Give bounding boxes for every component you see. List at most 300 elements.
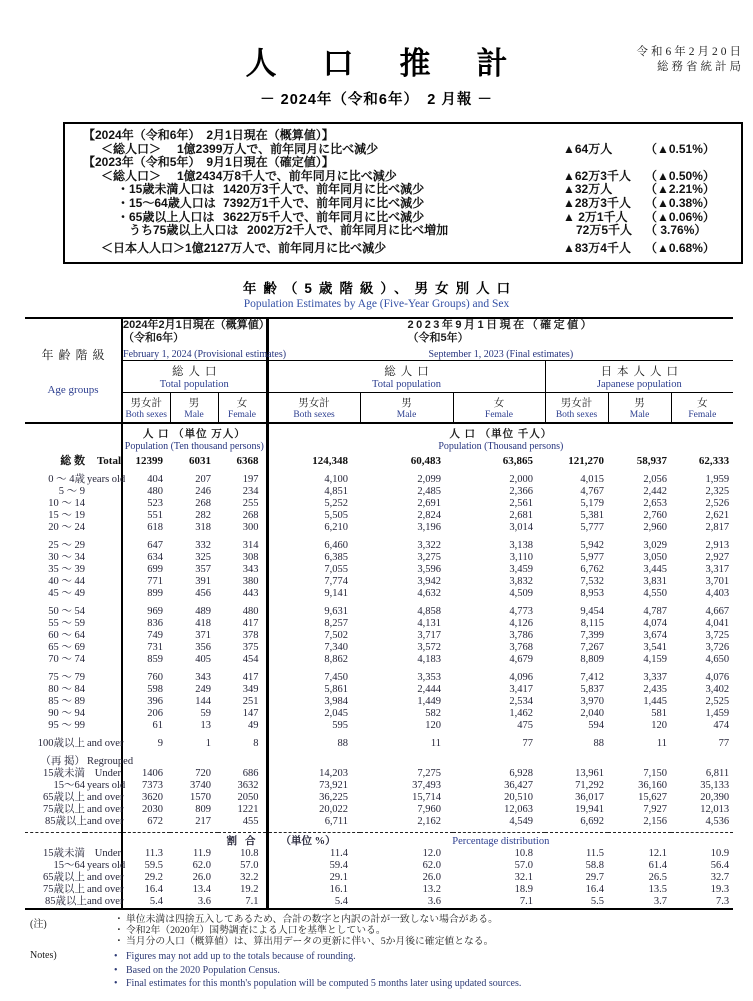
value-cell: 56.4 <box>710 860 730 872</box>
age-label-en <box>85 522 122 534</box>
value-cell: 749 <box>122 630 170 642</box>
value-cell: 4,773 <box>509 606 534 618</box>
value-cell: 7.1 <box>218 896 267 909</box>
table-row <box>25 768 733 780</box>
value-cell: 3,110 <box>509 552 534 564</box>
value-cell: 3632 <box>237 780 259 792</box>
value-cell: 5,837 <box>580 684 605 696</box>
value-cell: 6031 <box>189 454 212 467</box>
value-cell: 2,444 <box>417 684 442 696</box>
value-cell: 62.0 <box>422 860 442 872</box>
value-cell: 249 <box>195 684 212 696</box>
value-cell: 8,115 <box>580 618 605 630</box>
value-cell: 3,402 <box>705 684 730 696</box>
table-row <box>25 498 733 510</box>
age-label-en <box>85 600 122 618</box>
value-cell: 396 <box>122 696 170 708</box>
age-label-en <box>85 720 122 732</box>
value-cell: 2,960 <box>643 522 668 534</box>
table-row <box>25 684 733 696</box>
table-row <box>25 708 733 720</box>
value-cell: 13.2 <box>422 884 442 896</box>
value-cell: 11 <box>430 738 442 750</box>
value-cell: 32.7 <box>710 872 730 884</box>
age-header-en: Age groups <box>47 383 99 396</box>
age-label-jp: 5 ～ 9 <box>58 486 85 498</box>
summary-label: ・65歳以上人口は <box>117 209 215 224</box>
value-cell: 6,210 <box>267 522 360 534</box>
age-label-jp: 65 ～ 69 <box>48 642 85 654</box>
age-label-jp: 60 ～ 64 <box>48 630 85 642</box>
value-cell: 2,045 <box>267 708 360 720</box>
value-cell: 49 <box>248 720 259 732</box>
table-row <box>25 896 733 909</box>
value-cell: 16.4 <box>122 884 170 896</box>
value-cell: 1406 <box>122 768 170 780</box>
value-cell: 699 <box>122 564 170 576</box>
value-cell: 2,485 <box>417 486 442 498</box>
value-cell: 35,133 <box>700 780 730 792</box>
value-cell <box>608 750 671 768</box>
value-cell: 417 <box>242 672 259 684</box>
value-cell: 255 <box>242 498 259 510</box>
age-label-jp: 90 ～ 94 <box>48 708 85 720</box>
value-cell: 20,510 <box>504 792 534 804</box>
value-cell <box>453 750 545 768</box>
age-label-jp: 75歳以上 <box>43 804 85 816</box>
value-cell: 19.2 <box>240 884 259 896</box>
summary-text: 7392万1千人で、前年同月に比べ減少 <box>223 195 425 210</box>
note-item: ・ 令和2年（2020年）国勢調査による人口を基準としている。 <box>114 924 386 936</box>
table-row <box>25 453 733 468</box>
age-label-en: and over <box>87 896 124 908</box>
value-cell: 26.5 <box>648 872 668 884</box>
value-cell: 686 <box>242 768 259 780</box>
value-cell: 73,921 <box>267 780 360 792</box>
table-row <box>25 564 733 576</box>
table-row <box>25 552 733 564</box>
value-cell: 551 <box>122 510 170 522</box>
value-cell: 14,203 <box>267 768 360 780</box>
summary-amount: 72万5千人 <box>576 223 633 238</box>
value-cell: 899 <box>122 588 170 600</box>
age-label-en <box>85 486 122 498</box>
value-cell: 3.7 <box>608 896 671 909</box>
value-cell: 6,460 <box>267 534 360 552</box>
sex-col-header: 男 Male <box>170 392 218 423</box>
table-row <box>25 666 733 684</box>
sex-col-header: 男女計 Both sexes <box>545 392 608 423</box>
value-cell: 20,022 <box>267 804 360 816</box>
age-label-en <box>85 576 122 588</box>
value-cell: 308 <box>242 552 259 564</box>
value-cell: 3,541 <box>643 642 668 654</box>
value-cell: 29.7 <box>585 872 605 884</box>
age-header-jp: 年齢階級 <box>41 347 110 362</box>
age-label-en <box>85 498 122 510</box>
value-cell: 88 <box>267 732 360 750</box>
value-cell: 859 <box>122 654 170 666</box>
value-cell: 2,526 <box>705 498 730 510</box>
units-ten-thousand: 人 口 （単位 万人） Population (Ten thousand persons) <box>122 423 267 453</box>
table-row <box>25 816 733 828</box>
value-cell: 5,777 <box>580 522 605 534</box>
value-cell: 217 <box>195 816 212 828</box>
summary-amount: ▲62万3千人 <box>563 168 631 183</box>
percentage-unit-cell: （単位 %） Percentage distribution <box>267 832 733 848</box>
summary-label: ・15～64歳人口は <box>117 195 216 210</box>
notes-english <box>30 950 753 991</box>
value-cell: 5.5 <box>545 896 608 909</box>
age-label-jp: 15～64 <box>53 860 85 872</box>
value-cell: 581 <box>651 708 668 720</box>
document-page <box>0 38 753 1001</box>
value-cell: 7,450 <box>267 666 360 684</box>
value-cell: 11 <box>656 738 668 750</box>
value-cell: 3.6 <box>170 896 218 909</box>
value-cell: 2050 <box>237 792 259 804</box>
value-cell: 268 <box>195 498 212 510</box>
value-cell <box>267 750 360 768</box>
value-cell: 7.1 <box>453 896 545 909</box>
value-cell: 36,225 <box>267 792 360 804</box>
value-cell: 443 <box>242 588 259 600</box>
table-row <box>25 792 733 804</box>
sep-2023-header <box>267 318 733 360</box>
value-cell: 3740 <box>190 780 212 792</box>
value-cell: 77 <box>718 738 730 750</box>
table-row <box>25 630 733 642</box>
age-label-jp: 0 ～ 4歳 <box>48 474 85 486</box>
value-cell: 357 <box>195 564 212 576</box>
value-cell: 325 <box>195 552 212 564</box>
value-cell: 7,275 <box>417 768 442 780</box>
value-cell: 809 <box>195 804 212 816</box>
value-cell: 1,462 <box>509 708 534 720</box>
value-cell: 618 <box>122 522 170 534</box>
value-cell: 12,013 <box>700 804 730 816</box>
sep-era: （令和5年） <box>407 331 469 344</box>
value-cell: 13.4 <box>192 884 212 896</box>
value-cell: 6368 <box>236 454 259 467</box>
value-cell: 3,029 <box>643 540 668 552</box>
value-cell: 7,412 <box>580 672 605 684</box>
value-cell: 455 <box>242 816 259 828</box>
value-cell: 371 <box>195 630 212 642</box>
summary-text: 1420万3千人で、前年同月に比べ減少 <box>223 182 425 197</box>
value-cell: 380 <box>242 576 259 588</box>
value-cell: 57.0 <box>240 860 259 872</box>
age-label-en <box>85 510 122 522</box>
summary-text: 1億2399万人で、前年同月に比べ減少 <box>177 141 379 156</box>
value-cell: 12399 <box>122 453 170 468</box>
value-cell: 318 <box>195 522 212 534</box>
value-cell: 474 <box>713 720 730 732</box>
value-cell: 5,861 <box>267 684 360 696</box>
age-label-en <box>85 642 122 654</box>
value-cell: 349 <box>242 684 259 696</box>
value-cell: 3,050 <box>643 552 668 564</box>
table-row <box>25 642 733 654</box>
value-cell: 2,824 <box>417 510 442 522</box>
age-label-en: and over <box>87 872 124 884</box>
value-cell: 3,717 <box>417 630 442 642</box>
value-cell: 6,711 <box>267 816 360 828</box>
value-cell: 5.4 <box>267 896 360 909</box>
age-groups-header <box>25 318 122 423</box>
value-cell: 6,385 <box>267 552 360 564</box>
age-label-en: Under <box>94 768 122 780</box>
value-cell: 4,041 <box>705 618 730 630</box>
value-cell: 11.3 <box>122 848 170 860</box>
value-cell: 2,040 <box>580 708 605 720</box>
age-label-jp: 45 ～ 49 <box>48 588 85 600</box>
value-cell: 268 <box>242 510 259 522</box>
value-cell: 2,653 <box>643 498 668 510</box>
value-cell: 3,445 <box>643 564 668 576</box>
age-label-jp: 80 ～ 84 <box>48 684 85 696</box>
value-cell: 4,667 <box>705 606 730 618</box>
value-cell: 5,942 <box>580 540 605 552</box>
sex-col-header: 男女計 Both sexes <box>267 392 360 423</box>
value-cell: 4,767 <box>580 486 605 498</box>
value-cell: 9,141 <box>267 588 360 600</box>
percentage-label: 割合 <box>122 832 267 848</box>
value-cell: 3,701 <box>705 576 730 588</box>
summary-row-japanese <box>71 242 733 256</box>
age-label-en: and over <box>87 804 124 816</box>
value-cell: 4,015 <box>580 474 605 486</box>
summary-percent: （▲0.68%） <box>645 240 715 255</box>
age-label-en <box>85 618 122 630</box>
table-row <box>25 588 733 600</box>
value-cell: 8,953 <box>580 588 605 600</box>
summary-text: 3622万5千人で、前年同月に比べ減少 <box>223 209 425 224</box>
release-date: 令和6年2月20日 <box>636 46 744 58</box>
value-cell: 418 <box>195 618 212 630</box>
value-cell: 7,340 <box>267 642 360 654</box>
value-cell: 251 <box>242 696 259 708</box>
table-row <box>25 872 733 884</box>
value-cell: 15,714 <box>412 792 442 804</box>
value-cell: 197 <box>242 474 259 486</box>
feb-date-en: February 1, 2024 (Provisional estimates) <box>123 348 287 360</box>
age-label-jp: 85歳以上 <box>45 816 87 828</box>
agency-name: 総務省統計局 <box>657 60 744 73</box>
value-cell: 489 <box>195 606 212 618</box>
sex-col-header: 女 Female <box>671 392 733 423</box>
age-label-en <box>85 654 122 666</box>
value-cell: 391 <box>195 576 212 588</box>
page-title: 人口推計 <box>245 46 554 81</box>
value-cell: 1,449 <box>417 696 442 708</box>
value-cell: 5,505 <box>267 510 360 522</box>
value-cell: 4,509 <box>509 588 534 600</box>
value-cell: 7,150 <box>643 768 668 780</box>
table-row <box>25 804 733 816</box>
value-cell: 3,786 <box>509 630 534 642</box>
summary-box <box>63 122 743 264</box>
value-cell: 523 <box>122 498 170 510</box>
value-cell: 3,322 <box>417 540 442 552</box>
value-cell <box>360 750 453 768</box>
value-cell: 3,596 <box>417 564 442 576</box>
value-cell: 58,937 <box>636 454 668 467</box>
value-cell: 2,435 <box>643 684 668 696</box>
value-cell: 5,179 <box>580 498 605 510</box>
age-label-jp: 15歳未満 <box>43 768 85 780</box>
age-label-jp: 70 ～ 74 <box>48 654 85 666</box>
value-cell: 7,532 <box>580 576 605 588</box>
value-cell: 57.0 <box>514 860 534 872</box>
value-cell: 2,325 <box>705 486 730 498</box>
value-cell: 475 <box>517 720 534 732</box>
value-cell: 480 <box>122 486 170 498</box>
value-cell: 3,725 <box>705 630 730 642</box>
age-label-jp: 85 ～ 89 <box>48 696 85 708</box>
sex-col-header: 男 Male <box>360 392 453 423</box>
value-cell: 356 <box>195 642 212 654</box>
value-cell: 2,913 <box>705 540 730 552</box>
page-subtitle: － 2024年（令和6年） 2 月報 － <box>260 92 493 108</box>
value-cell: 2,525 <box>705 696 730 708</box>
age-label-en: Under <box>94 848 122 860</box>
value-cell: 3.6 <box>360 896 453 909</box>
table-row <box>25 848 733 860</box>
value-cell: 5,252 <box>267 498 360 510</box>
value-cell: 61.4 <box>648 860 668 872</box>
value-cell: 26.0 <box>422 872 442 884</box>
summary-row-15-64 <box>71 197 733 211</box>
value-cell: 11.5 <box>586 848 605 860</box>
value-cell: 3,768 <box>509 642 534 654</box>
value-cell: 36,427 <box>504 780 534 792</box>
value-cell: 62.0 <box>192 860 212 872</box>
value-cell: 2,561 <box>509 498 534 510</box>
age-label-en: and over <box>87 816 124 828</box>
value-cell: 121,270 <box>568 454 605 467</box>
value-cell: 8,257 <box>267 618 360 630</box>
value-cell: 9 <box>122 732 170 750</box>
value-cell: 206 <box>122 708 170 720</box>
value-cell <box>545 750 608 768</box>
value-cell: 9,454 <box>580 606 605 618</box>
value-cell: 4,536 <box>705 816 730 828</box>
value-cell: 3,337 <box>643 672 668 684</box>
value-cell: 6,692 <box>580 816 605 828</box>
age-label-jp: 65歳以上 <box>43 872 85 884</box>
table-row <box>25 510 733 522</box>
value-cell: 4,679 <box>509 654 534 666</box>
population-table <box>25 317 733 910</box>
age-label-jp: 55 ～ 59 <box>48 618 85 630</box>
table-row <box>25 600 733 618</box>
value-cell: 3,417 <box>509 684 534 696</box>
value-cell: 2,681 <box>509 510 534 522</box>
age-label-jp: 95 ～ 99 <box>48 720 85 732</box>
age-label-en: years old <box>87 860 126 872</box>
summary-row-over75 <box>71 224 733 238</box>
value-cell: 3,572 <box>417 642 442 654</box>
value-cell: 16.4 <box>585 884 605 896</box>
value-cell: 454 <box>242 654 259 666</box>
value-cell: 12.0 <box>422 848 442 860</box>
age-label-jp: 35 ～ 39 <box>48 564 85 576</box>
value-cell: 594 <box>588 720 605 732</box>
age-label-en: Total <box>96 454 122 467</box>
value-cell: 3,942 <box>417 576 442 588</box>
release-date-block <box>637 45 745 74</box>
value-cell: 60,483 <box>410 454 442 467</box>
value-cell: 3,726 <box>705 642 730 654</box>
feb-date-jp: 2024年2月1日現在（概算値） <box>123 319 270 332</box>
value-cell: 6,762 <box>580 564 605 576</box>
table-header-row-sex <box>25 392 733 423</box>
value-cell: 13,961 <box>575 768 605 780</box>
value-cell: 771 <box>122 576 170 588</box>
summary-percent: （▲0.50%） <box>645 168 715 183</box>
age-label-en <box>85 564 122 576</box>
table-header-row-groups <box>25 360 733 392</box>
age-label-jp: （再 掲） <box>40 756 85 768</box>
value-cell <box>170 750 218 768</box>
table-row <box>25 884 733 896</box>
value-cell: 4,074 <box>643 618 668 630</box>
age-label-en <box>85 696 122 708</box>
value-cell: 4,549 <box>509 816 534 828</box>
value-cell: 36,017 <box>575 792 605 804</box>
value-cell: 1 <box>205 738 212 750</box>
value-cell: 582 <box>425 708 442 720</box>
table-header-row-units <box>25 423 733 453</box>
value-cell: 71,292 <box>575 780 605 792</box>
value-cell: 343 <box>195 672 212 684</box>
value-cell: 8,862 <box>267 654 360 666</box>
summary-text: 2002万2千人で、前年同月に比べ増加 <box>247 223 449 238</box>
table-row <box>25 696 733 708</box>
value-cell: 124,348 <box>267 453 360 468</box>
summary-row-under15 <box>71 183 733 197</box>
value-cell: 10.8 <box>514 848 534 860</box>
value-cell: 332 <box>195 540 212 552</box>
percentage-header-row <box>25 832 733 848</box>
value-cell: 4,632 <box>417 588 442 600</box>
value-cell: 4,858 <box>417 606 442 618</box>
age-label-en: and over <box>87 738 124 750</box>
summary-amount: ▲83万4千人 <box>563 240 631 255</box>
value-cell: 282 <box>195 510 212 522</box>
value-cell: 4,650 <box>705 654 730 666</box>
value-cell: 720 <box>195 768 212 780</box>
summary-percent: （▲0.51%） <box>645 141 715 156</box>
value-cell: 1570 <box>190 792 212 804</box>
note-item: • Figures may not add up to the totals because of rounding. <box>114 951 356 963</box>
age-label-jp: 40 ～ 44 <box>48 576 85 588</box>
age-label-en <box>85 552 122 564</box>
table-row <box>25 780 733 792</box>
value-cell: 1,445 <box>643 696 668 708</box>
value-cell: 4,787 <box>643 606 668 618</box>
value-cell: 969 <box>122 600 170 618</box>
note-item: • Final estimates for this month's population will be computed 5 months later using updated sources. <box>114 978 522 990</box>
value-cell: 456 <box>195 588 212 600</box>
value-cell: 4,183 <box>417 654 442 666</box>
summary-amount: ▲64万人 <box>563 141 613 156</box>
summary-label: ＜総人口＞ <box>101 168 162 183</box>
note-item: ・ 単位未満は四捨五入してあるため、合計の数字と内訳の計が一致しない場合がある。 <box>114 914 498 926</box>
age-label-en: and over <box>87 792 124 804</box>
value-cell: 2,162 <box>417 816 442 828</box>
